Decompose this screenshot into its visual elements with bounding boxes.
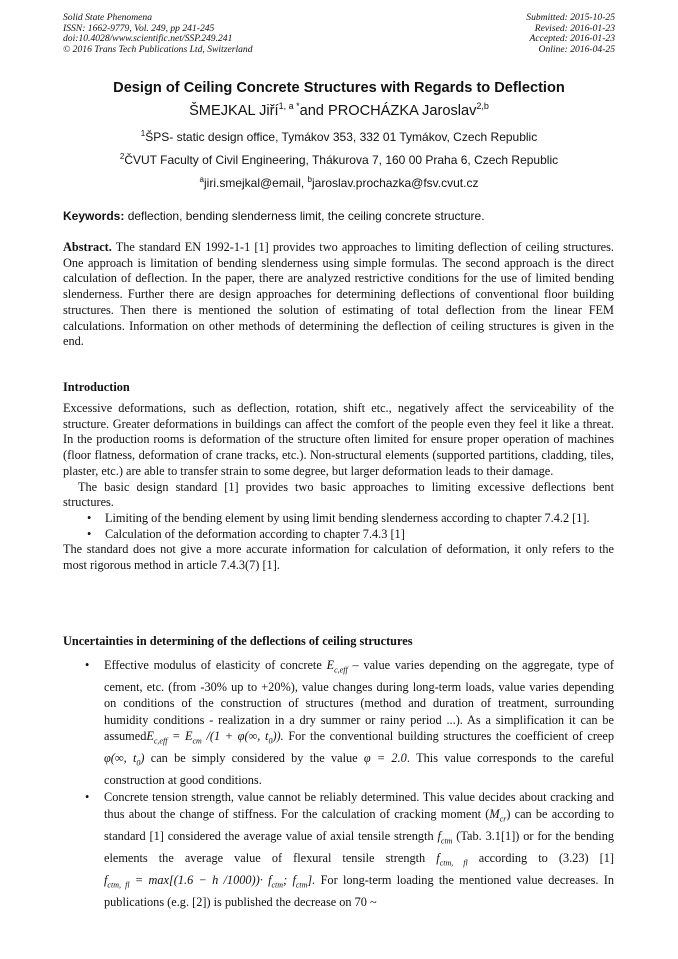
introduction-paragraph-1: Excessive deformations, such as deflection, rotation, shift etc., negatively affect the serviceability of the structure. Greater deformations in buildings can affect the comfort of the people even they feel it like a threat. In the production rooms is deformation of the structure often limited for ensure proper operation of machines (floor flatness, deformation of crane tracks, etc.). Non-structural elements (supported partitions, cladding, tiles, plaster, etc.) are able to transfer strain to some degree, but larger deformation leads to their damage. bbox=[63, 401, 614, 478]
abstract-text: The standard EN 1992-1-1 [1] provides two approaches to limiting deflection of ceiling structures. One approach is limitation of bending slenderness using simple formulas. The second approach is the direct calculation of deflection. In the paper, there are analyzed restrictive conditions for the use of limited bending slenderness. Further there are design approaches for determining deflections of conventional floor building structures. Then there is mentioned the solution of estimating of total deflection from the linear FEM calculations. Information on other methods of determining the deflection of ceiling structures is given in the end. bbox=[63, 240, 614, 349]
paper-title: Design of Ceiling Concrete Structures with Regards to Deflection bbox=[113, 80, 565, 96]
list-item: • Effective modulus of elasticity of concrete $E_{c,eff}$ – value varies depending on the aggregate, type of cement, etc. (from -30% up to +20%), value changes during long-term loads, value varies depending on conditions of the construction of structures (method and duration of treatment, surrounding humidity conditions - realization in a dry summer or rainy period ...). As a simplification it can be assumedE$_{c,eff}$ = $E_{cm}$ /(1 + φ(∞, $t_0$)). For the conventional building structures the coefficient of creep φ(∞, $t_0$) can be simply considered by the value φ = 2.0. This value corresponds to the careful construction at good conditions. bbox=[85, 658, 614, 787]
uncertainties-body bbox=[63, 657, 614, 911]
journal-header-left bbox=[63, 13, 253, 55]
authors-and: and bbox=[299, 102, 328, 119]
introduction-paragraph-2: The basic design standard [1] provides two basic approaches to limiting excessive deflections bent structures. bbox=[63, 479, 614, 510]
author-2-sup: 2,b bbox=[476, 101, 489, 111]
affiliation-1-sup: 1 bbox=[140, 129, 146, 138]
bullet-icon: • bbox=[85, 658, 90, 672]
introduction-heading: Introduction bbox=[63, 380, 130, 394]
introduction-paragraph-3: The standard does not give a more accurate information for calculation of deformation, it only refers to the most rigorous method in article 7.4.3(7) [1]. bbox=[63, 542, 614, 573]
list-item: • Limiting of the bending element by using limit bending slenderness according to chapter 7.4.2 [1]. bbox=[87, 510, 590, 525]
journal-header-right bbox=[526, 13, 615, 55]
list-item: • Calculation of the deformation according to chapter 7.4.3 [1] bbox=[87, 526, 405, 541]
bullet-icon: • bbox=[87, 510, 92, 525]
bullet-icon: • bbox=[85, 790, 90, 805]
affiliation-2 bbox=[0, 152, 678, 167]
keywords-text: deflection, bending slenderness limit, the ceiling concrete structure. bbox=[124, 209, 485, 223]
keywords bbox=[63, 209, 623, 223]
affiliation-2-sup: 2 bbox=[119, 152, 125, 161]
email-b: jaroslav.prochazka@fsv.cvut.cz bbox=[311, 176, 479, 190]
issn: ISSN: 1662-9779, Vol. 249, pp 241-245 bbox=[63, 22, 215, 34]
uncertainties-bullet-list bbox=[63, 657, 614, 911]
uncertainties-heading: Uncertainties in determining of the deflections of ceiling structures bbox=[63, 634, 413, 648]
introduction-bullet-list bbox=[63, 511, 614, 542]
accepted-date: Accepted: 2016-01-23 bbox=[529, 33, 615, 45]
online-date: Online: 2016-04-25 bbox=[538, 43, 615, 55]
affiliation-2-text: ČVUT Faculty of Civil Engineering, Thákurova 7, 160 00 Praha 6, Czech Republic bbox=[124, 153, 559, 167]
introduction-body bbox=[63, 401, 614, 574]
authors-line bbox=[0, 101, 678, 119]
abstract-label: Abstract. bbox=[63, 240, 112, 254]
author-1: ŠMEJKAL Jiří bbox=[189, 102, 279, 119]
affiliation-1-text: ŠPS- static design office, Tymákov 353, 332 01 Tymákov, Czech Republic bbox=[145, 130, 538, 144]
abstract bbox=[63, 240, 614, 350]
revised-date: Revised: 2016-01-23 bbox=[534, 22, 615, 34]
email-a: jiri.smejkal@email, bbox=[204, 176, 308, 190]
equation-effective-modulus: $E_{c,eff} = E_{cm}$ /(1 + φ(∞, $t_0$)). bbox=[146, 729, 284, 746]
bullet-icon: • bbox=[87, 526, 92, 541]
email-a-sup: a bbox=[199, 175, 204, 184]
author-1-sup: 1, a * bbox=[278, 101, 300, 111]
author-2: PROCHÁZKA Jaroslav bbox=[327, 102, 477, 119]
doi: doi:10.4028/www.scientific.net/SSP.249.241 bbox=[63, 33, 233, 45]
journal-name: Solid State Phenomena bbox=[63, 12, 152, 23]
email-line bbox=[0, 175, 678, 190]
affiliation-1 bbox=[0, 129, 678, 144]
copyright: © 2016 Trans Tech Publications Ltd, Switzerland bbox=[63, 43, 253, 55]
submitted-date: Submitted: 2015-10-25 bbox=[526, 12, 615, 23]
equation-flexural-strength: $f_{ctm, fl} = \max[(1.6 - h$ $/1000))\cdot f_{ctm}$; $f_{ctm}$]. bbox=[104, 872, 316, 890]
list-item: • Concrete tension strength, value cannot be reliably determined. This value decides about cracking and thus about the change of stiffness. For the calculation of cracking moment $(M_{cr})$ can be according to standard [1] considered the average value of axial tensile strength $f_{ctm}$ (Tab. 3.1[1]) or for the bending elements the average value of flexural tensile strength $f_{ctm, fl}$ according to (3.23) [1] $f_{ctm, fl} = \max[(1.6 - h$ $/1000))\cdot f_{ctm}$; $f_{ctm}$]. For long-term loading the mentioned value decreases. In publications (e.g. [2]) is published the decrease on 70 ~ bbox=[85, 790, 615, 909]
keywords-label: Keywords: bbox=[63, 209, 125, 223]
email-b-sup: b bbox=[307, 175, 312, 184]
